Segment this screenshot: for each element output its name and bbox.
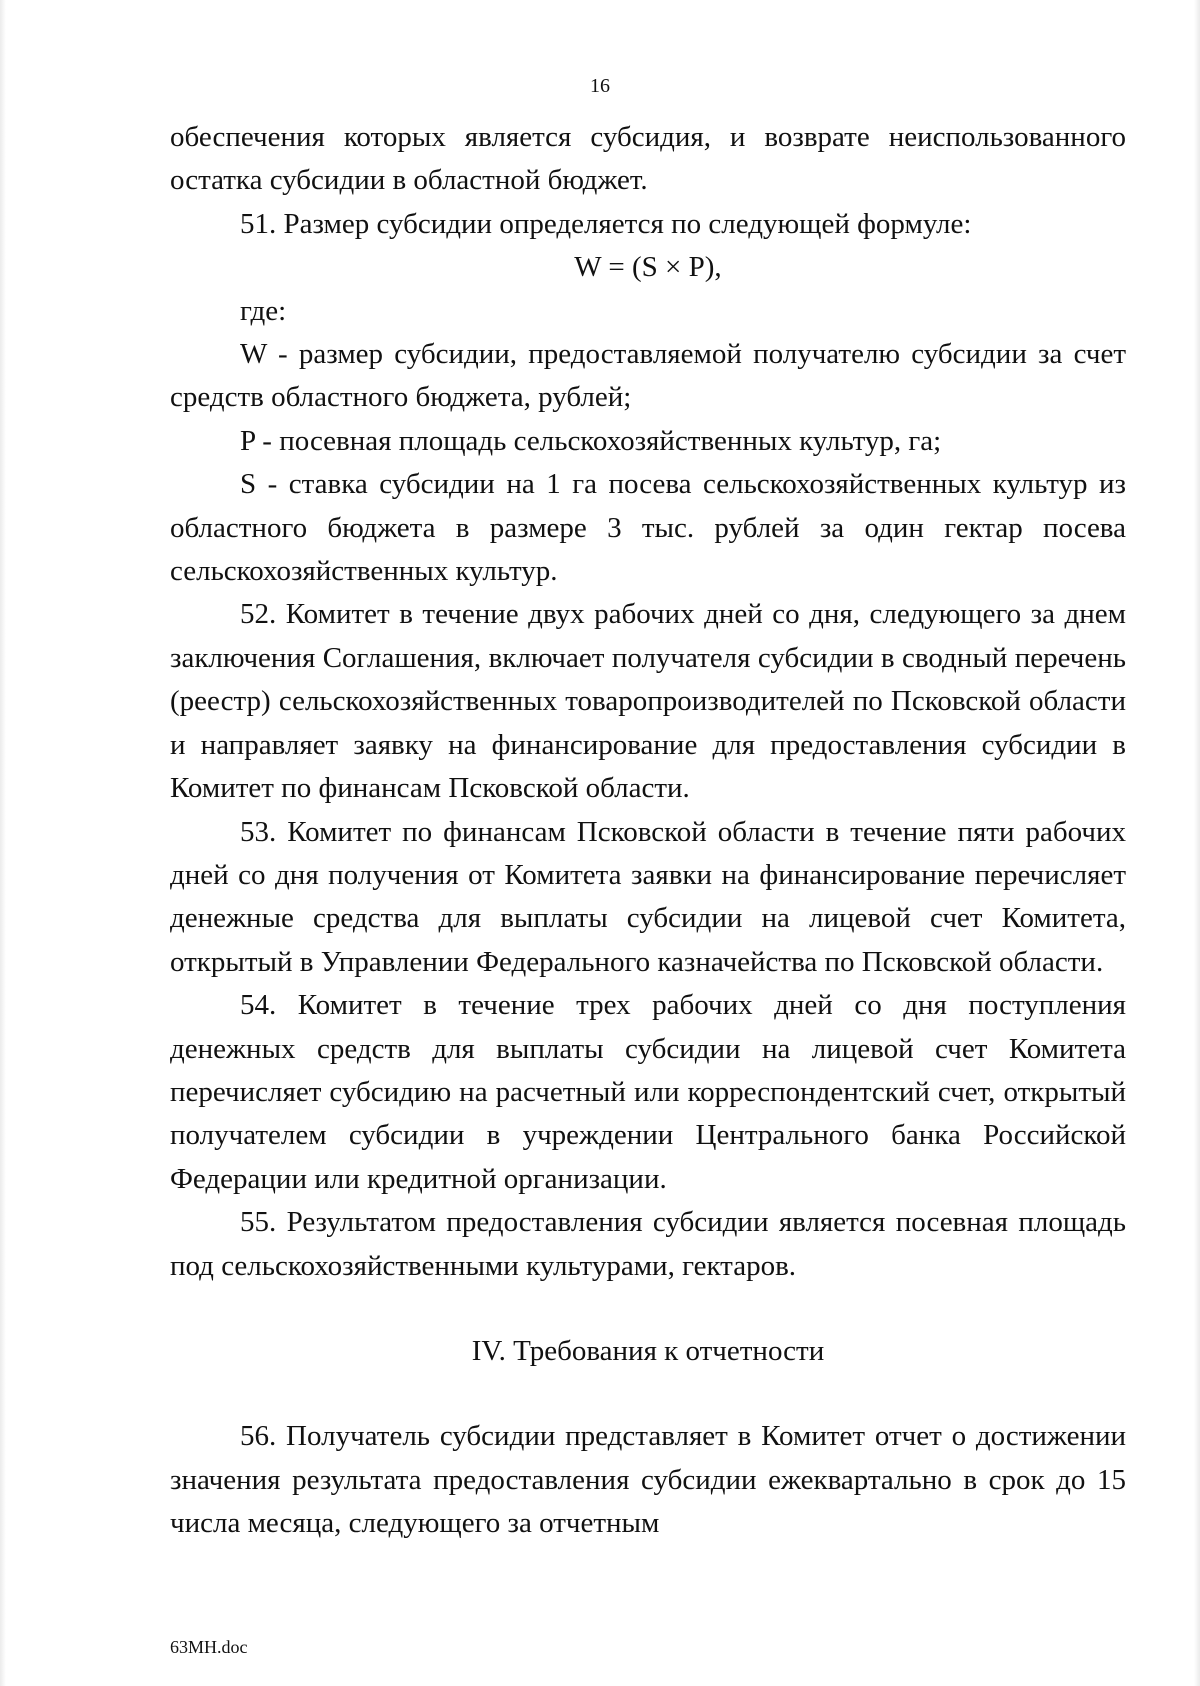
paragraph-55: 55. Результатом предоставления субсидии является посевная площадь под сельскохозяйственными культурами, гектаров. [170,1206,1126,1282]
footer-filename: 63МН.doc [170,1637,248,1657]
page-number: 16 [590,75,610,97]
paragraph-52: 52. Комитет в течение двух рабочих дней со дня, следующего за днем заключения Соглашения, включает получателя субсидии в сводный перечень (реестр) сельскохозяйственных товаропроизводителей по Псковской области и направляет заявку на финансирование для предоставления субсидии в Комитет по финансам Псковской области. [170,598,1126,805]
definition-w: W - размер субсидии, предоставляемой получателю субсидии за счет средств областного бюджета, рублей; [170,338,1126,414]
paragraph-51: 51. Размер субсидии определяется по следующей формуле: [240,207,972,240]
paragraph-where: где: [240,294,287,327]
scan-edge-right [1194,0,1200,1686]
definition-p: P - посевная площадь сельскохозяйственных культур, га; [240,424,942,457]
document-body [170,116,1126,1546]
paragraph-56: 56. Получатель субсидии представляет в Комитет отчет о достижении значения результата предоставления субсидии ежеквартально в срок до 15 числа месяца, следующего за отчетным [170,1420,1126,1540]
paragraph-54: 54. Комитет в течение трех рабочих дней со дня поступления денежных средств для выплаты субсидии на лицевой счет Комитета перечисляет субсидию на расчетный или корреспондентский счет, открытый получателем субсидии в учреждении Центрального банка Российской Федерации или кредитной организации. [170,989,1126,1195]
section-heading: IV. Требования к отчетности [471,1334,825,1367]
scan-edge-left [0,0,6,1686]
formula: W = (S × P), [574,251,722,284]
paragraph-53: 53. Комитет по финансам Псковской области в течение пяти рабочих дней со дня получения от Комитета заявки на финансирование перечисляет денежные средства для выплаты субсидии на лицевой счет Комитета, открытый в Управлении Федерального казначейства по Псковской области. [170,815,1126,978]
definition-s: S - ставка субсидии на 1 га посева сельскохозяйственных культур из областного бюджета в размере 3 тыс. рублей за один гектар посева сельскохозяйственных культур. [170,468,1126,588]
paragraph-continuation: обеспечения которых является субсидия, и возврате неиспользованного остатка субсидии в областной бюджет. [170,121,1126,197]
